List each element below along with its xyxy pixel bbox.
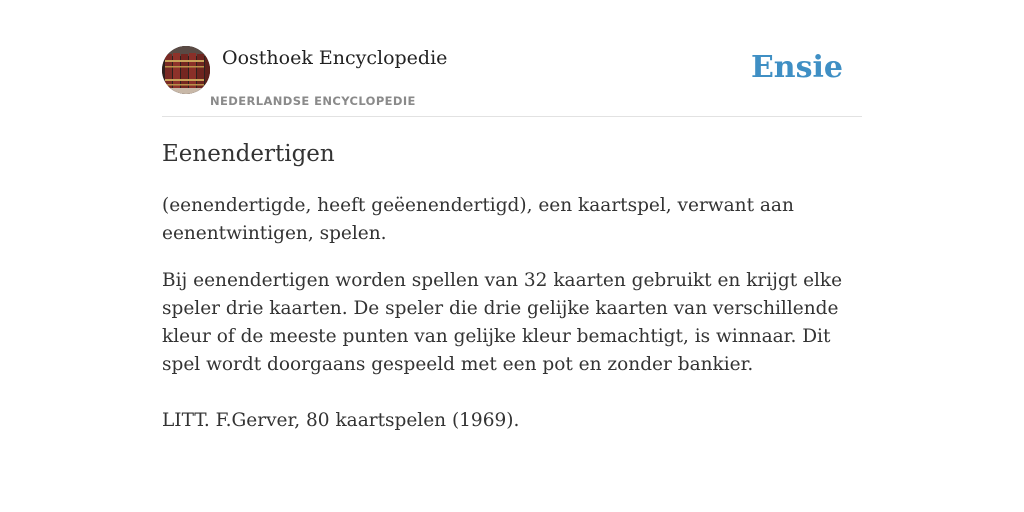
site-header (162, 46, 862, 117)
encyclopedia-books-icon[interactable] (162, 46, 210, 94)
entry-literature: LITT. F.Gerver, 80 kaartspelen (1969). (162, 410, 520, 431)
entry-paragraph: Bij eenendertigen worden spellen van 32 kaarten gebruikt en krijgt elke speler drie kaarten. De speler die drie gelijke kaarten van verschillende kleur of de meeste punten van gelijke kleur bemachtigt, is winnaar. Dit spel wordt doorgaans gespeeld met een pot en zonder bankier. (162, 270, 843, 375)
site-title[interactable]: Oosthoek Encyclopedie (222, 47, 448, 69)
entry-content (162, 138, 862, 435)
entry-paragraph: (eenendertigde, heeft geëenendertigd), een kaartspel, verwant aan eenentwintigen, spelen. (162, 195, 794, 244)
site-subtitle: NEDERLANDSE ENCYCLOPEDIE (210, 94, 416, 108)
brand-logo[interactable]: Ensie (750, 50, 843, 85)
entry-title: Eenendertigen (162, 141, 335, 167)
